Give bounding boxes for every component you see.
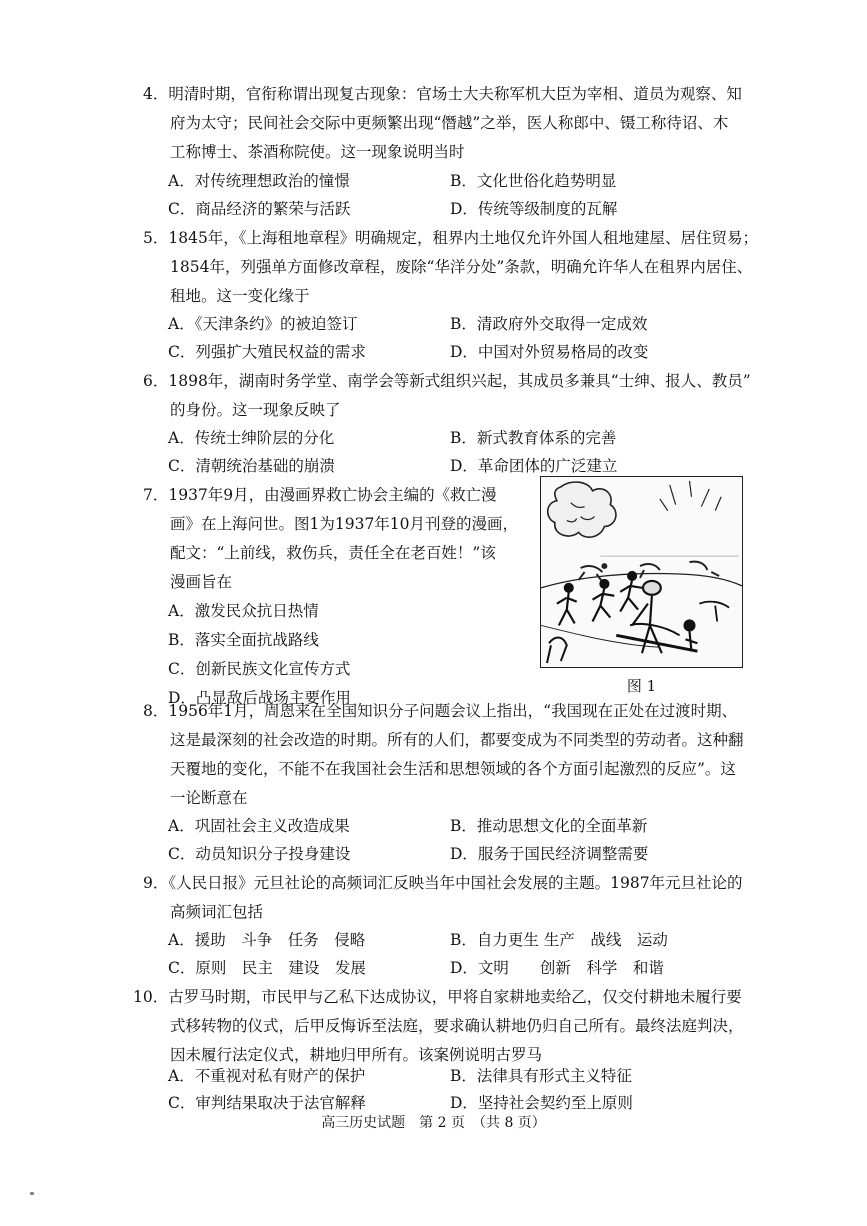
- option-c: C．清朝统治基础的崩溃: [168, 457, 335, 475]
- option-d: D．中国对外贸易格局的改变: [450, 343, 649, 361]
- question-line: 6．1898年，湖南时务学堂、南学会等新式组织兴起，其成员多兼具“士绅、报人、教员”: [143, 372, 751, 390]
- question-line: 一论断意在: [170, 789, 248, 807]
- scan-mark: [30, 1192, 34, 1195]
- option-b: B．落实全面抗战路线: [168, 631, 319, 649]
- question-line: 工称博士、茶酒称院使。这一现象说明当时: [170, 143, 465, 161]
- option-a: A．传统士绅阶层的分化: [168, 429, 335, 447]
- option-c: C．商品经济的繁荣与活跃: [168, 200, 351, 218]
- question-line: 1854年，列强单方面修改章程，废除“华洋分处”条款，明确允许华人在租界内居住、: [170, 258, 753, 276]
- question-line: 画》在上海问世。图1为1937年10月刊登的漫画，: [170, 515, 519, 533]
- option-a: A．不重视对私有财产的保护: [168, 1067, 366, 1085]
- option-d: D．坚持社会契约至上原则: [450, 1094, 633, 1112]
- question-line: 漫画旨在: [170, 573, 233, 591]
- option-d: D．文明 创新 科学 和谐: [450, 959, 664, 977]
- option-c: C．创新民族文化宣传方式: [168, 660, 351, 678]
- question-line: 这是最深刻的社会改造的时期。所有的人们，都要变成为不同类型的劳动者。这种翻: [170, 731, 744, 749]
- option-b: B．法律具有形式主义特征: [450, 1067, 632, 1085]
- question-line: 8．1956年1月，周恩来在全国知识分子问题会议上指出，“我国现在正处在过渡时期、: [143, 702, 738, 720]
- question-line: 高频词汇包括: [170, 903, 264, 921]
- question-line: 的身份。这一现象反映了: [170, 401, 341, 419]
- option-d: D．革命团体的广泛建立: [450, 457, 618, 475]
- question-line: 5．1845年，《上海租地章程》明确规定，租界内土地仅允许外国人租地建屋、居住贸易；: [143, 229, 759, 247]
- question-line: 配文：“上前线，救伤兵，责任全在老百姓！”该: [170, 544, 496, 562]
- page-footer: 高三历史试题 第 2 页 （共 8 页）: [321, 1115, 546, 1131]
- cartoon-drawing-icon: [541, 477, 742, 667]
- figure-caption: 图 1: [626, 677, 657, 695]
- option-b: B．新式教育体系的完善: [450, 429, 617, 447]
- question-line: 式移转物的仪式，后甲反悔诉至法庭，要求确认耕地仍归自己所有。最终法庭判决，: [170, 1017, 744, 1035]
- option-a: A．对传统理想政治的憧憬: [168, 172, 350, 190]
- question-line: 10．古罗马时期，市民甲与乙私下达成协议，甲将自家耕地卖给乙，仅交付耕地未履行要: [133, 988, 742, 1006]
- option-d: D．服务于国民经济调整需要: [450, 845, 649, 863]
- option-b: B．自力更生 生产 战线 运动: [450, 931, 668, 949]
- question-line: 租地。这一变化缘于: [170, 287, 310, 305]
- question-line: 4．明清时期，官衔称谓出现复古现象：官场士大夫称军机大臣为宰相、道员为观察、知: [143, 85, 742, 103]
- question-line: 因未履行法定仪式，耕地归甲所有。该案例说明古罗马: [170, 1046, 543, 1064]
- option-b: B．文化世俗化趋势明显: [450, 172, 617, 190]
- option-c: C．动员知识分子投身建设: [168, 845, 351, 863]
- option-b: B．清政府外交取得一定成效: [450, 315, 648, 333]
- question-line: 府为太守；民间社会交际中更频繁出现“僭越”之举，医人称郎中、镊工称待诏、木: [170, 114, 729, 132]
- option-c: C．原则 民主 建设 发展: [168, 959, 366, 977]
- option-c: C．列强扩大殖民权益的需求: [168, 343, 366, 361]
- question-line: 9．《人民日报》元旦社论的高频词汇反映当年中国社会发展的主题。1987年元旦社论的: [143, 874, 743, 892]
- option-a: A．巩固社会主义改造成果: [168, 817, 350, 835]
- war-cartoon-illustration: [540, 476, 743, 668]
- option-a: A．《天津条约》的被迫签订: [168, 315, 358, 333]
- option-a: A．激发民众抗日热情: [168, 602, 319, 620]
- question-line: 天覆地的变化，不能不在我国社会生活和思想领域的各个方面引起激烈的反应”。这: [170, 760, 736, 778]
- option-c: C．审判结果取决于法官解释: [168, 1094, 366, 1112]
- option-d: D．传统等级制度的瓦解: [450, 200, 618, 218]
- option-a: A．援助 斗争 任务 侵略: [168, 931, 366, 949]
- option-d: D．凸显敌后战场主要作用: [168, 689, 351, 707]
- option-b: B．推动思想文化的全面革新: [450, 817, 648, 835]
- question-line: 7．1937年9月，由漫画界救亡协会主编的《救亡漫: [143, 486, 497, 504]
